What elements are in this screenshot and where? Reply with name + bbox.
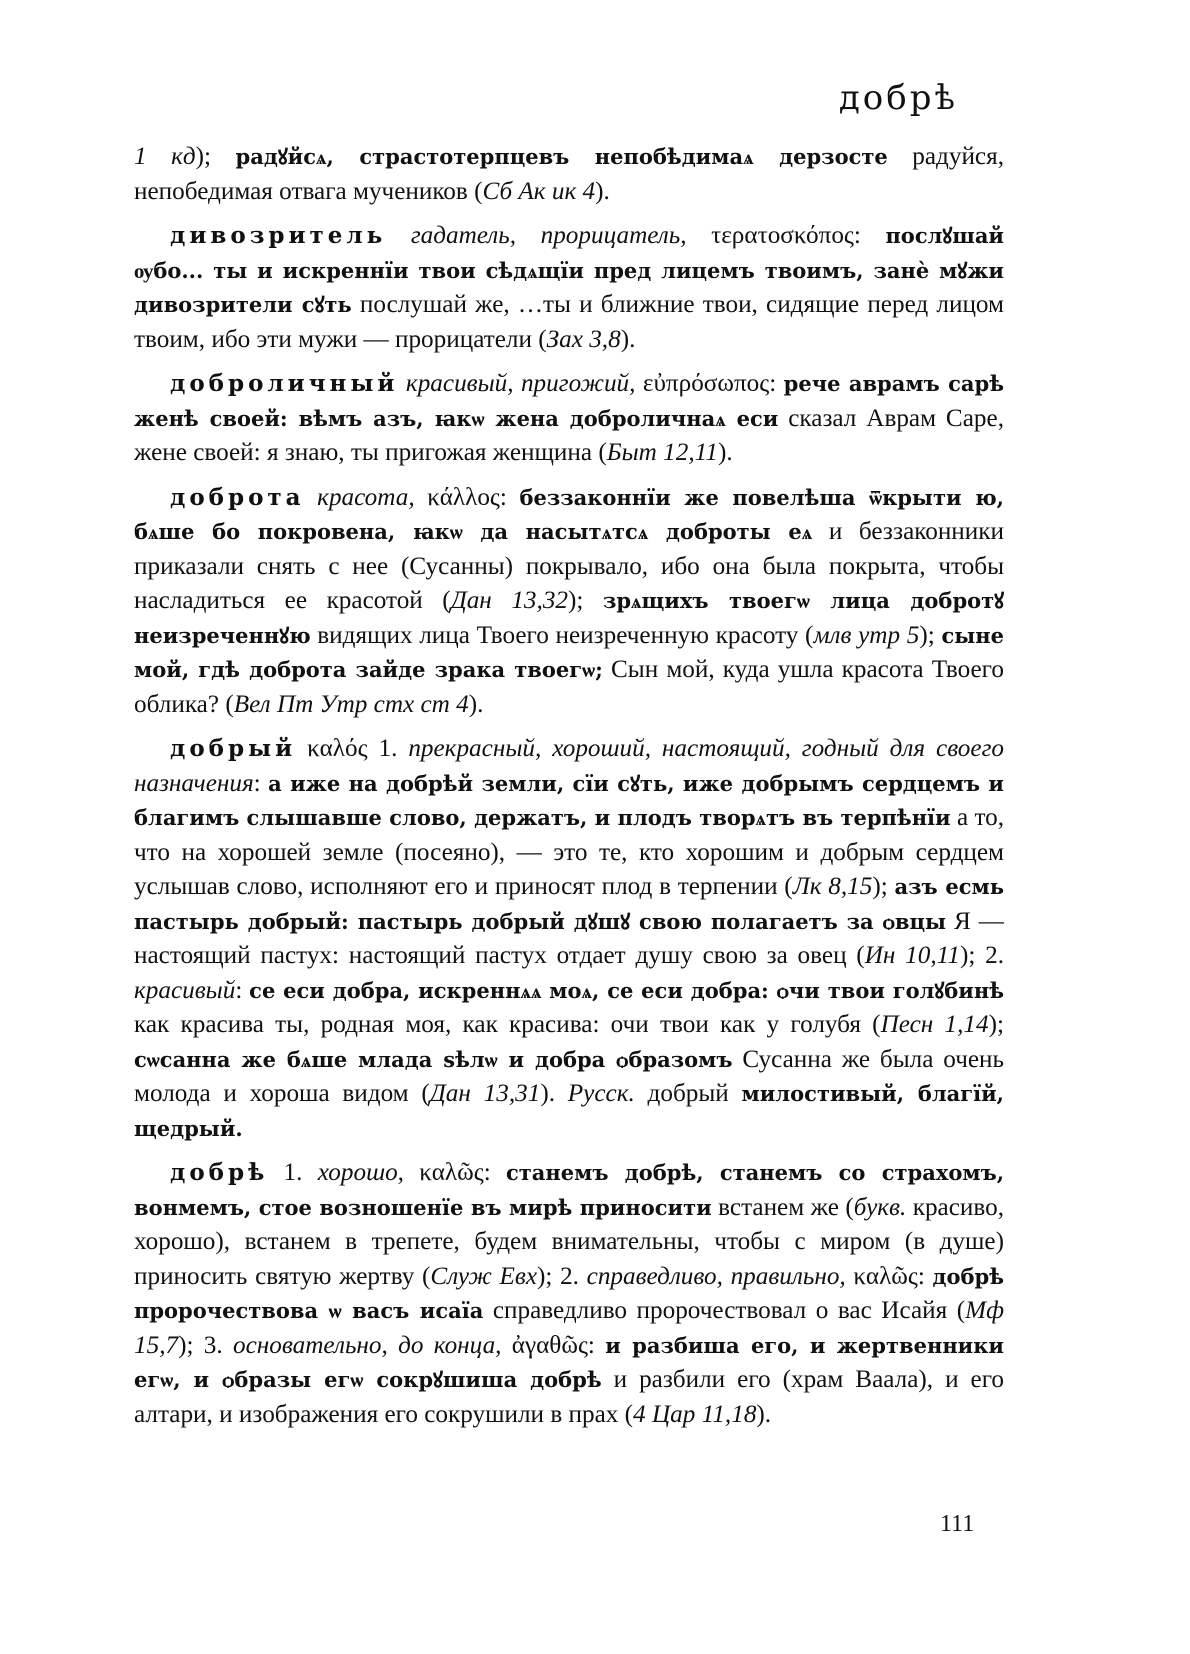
text: справедливо пророчествовал о вас Исайя ( — [483, 1297, 966, 1324]
italic-text: Дан 13,31 — [429, 1080, 541, 1107]
text: радуйся, непобедимая отвага мучеников ( — [134, 143, 1004, 205]
church-slavonic-text: азъ есмь пастырь добрый: пастырь добрый дꙋшꙋ свою полагаетъ за ѻвцы — [134, 874, 1004, 934]
dictionary-entry — [134, 1156, 1004, 1432]
text: ); — [872, 873, 895, 900]
text: ); — [988, 1011, 1004, 1038]
text: ); 2. — [959, 942, 1004, 969]
text: видящих лица Твоего неизреченную красоту ( — [310, 621, 814, 649]
italic-text: основательно, до конца, — [233, 1331, 502, 1359]
italic-text: гадатель, прорицатель, — [410, 222, 687, 249]
text: : — [253, 769, 269, 797]
text — [399, 370, 406, 397]
text: красиво, хорошо), встанем в трепете, будем внимательны, чтобы с миром (в душе) приносить святую жертву ( — [134, 1193, 1005, 1290]
italic-text: хорошо, — [317, 1159, 404, 1186]
text: ). — [468, 690, 484, 718]
church-slavonic-text: рече аврамъ сарѣ женѣ своей: вѣмъ азъ, ꙗкѡ жена доброличнаѧ еси — [134, 371, 1004, 431]
italic-text: букв. — [853, 1193, 907, 1221]
church-slavonic-text: станемъ добрѣ, станемъ со страхомъ, вонмемъ, стое возношенїе въ мирѣ приносити — [134, 1160, 1005, 1220]
italic-text: Мф 15,7 — [134, 1297, 1005, 1359]
italic-text: млв утр 5 — [813, 621, 920, 649]
headword: доброта — [170, 483, 305, 511]
dictionary-entry — [134, 219, 1004, 357]
italic-text: красивый — [134, 976, 236, 1004]
text: 1. — [268, 1159, 318, 1186]
headword: добрый — [170, 735, 297, 762]
headword: доброличный — [170, 370, 399, 397]
church-slavonic-text: сыне мой, гдѣ доброта зайде зрака твоегѡ; — [134, 622, 1005, 682]
text: καλός 1. — [296, 735, 409, 762]
text: сказал Аврам Саре, жене своей: я знаю, ты пригожая женщина ( — [134, 404, 1004, 466]
text: καλῶς: — [845, 1262, 933, 1290]
text: Сын мой, куда ушла красота Твоего облика? ( — [134, 656, 1004, 718]
italic-text: Зах 3,8 — [546, 325, 621, 353]
text: добрый — [634, 1080, 742, 1107]
text: : — [235, 976, 250, 1004]
church-slavonic-text: зрѧщихъ твоегѡ лица добротꙋ неизреченнꙋю — [134, 588, 1004, 648]
text: Сусанна же была очень молода и хороша видом ( — [134, 1045, 1005, 1107]
text: ); — [195, 143, 236, 170]
italic-text: прекрасный, хороший, настоящий, годный для своего назначения — [134, 735, 1004, 797]
italic-text: Песн 1,14 — [880, 1011, 989, 1038]
italic-text: Лк 8,15 — [792, 873, 873, 900]
dictionary-entry — [134, 481, 1004, 723]
text: как красива ты, родная моя, как красива: очи твои как у голубя ( — [134, 1011, 881, 1038]
dictionary-entry — [134, 367, 1004, 471]
text: ); 3. — [178, 1331, 233, 1359]
italic-text: Быт 12,11 — [606, 439, 718, 466]
text: встанем же ( — [711, 1193, 854, 1221]
text: κάλλος: — [414, 483, 520, 511]
text: а то, что на хорошей земле (посеяно), — это те, кто хорошим и добрым сердцем услышав слово, исполняют его и приносят плод в терпении ( — [134, 804, 1005, 900]
dictionary-text — [134, 140, 1004, 1442]
church-slavonic-text: се еси добра, искреннѧѧ моѧ, се еси добра: ѻчи твои голꙋбинѣ — [249, 977, 1004, 1003]
text: ). — [595, 177, 610, 205]
text: Я — настоящий пастух: настоящий пастух отдает душу свою за овец ( — [134, 907, 1004, 969]
italic-text: Ин 10,11 — [864, 942, 960, 969]
text: послушай же, …ты и ближние твои, сидящие перед лицом твоим, ибо эти мужи — прорицатели ( — [134, 291, 1004, 353]
church-slavonic-text: милостивый, благїй, щедрый. — [134, 1081, 1004, 1141]
italic-text: справедливо, правильно, — [586, 1262, 846, 1290]
running-head: добрѣ — [838, 78, 958, 118]
church-slavonic-text: сѡсанна же бѧше млада ѕѣлѡ и добра ѻбразомъ — [134, 1046, 733, 1072]
headword: добрѣ — [170, 1159, 269, 1186]
text: εὐπρόσωπος: — [635, 370, 784, 397]
text: ); — [919, 621, 942, 649]
church-slavonic-text: беззаконнїи же повелѣша ѿкрыти ю, бѧше бо покровена, ꙗкѡ да насытѧтсѧ доброты еѧ — [134, 484, 1004, 544]
text: ἀγαθῶς: — [501, 1331, 606, 1359]
text: καλῶς: — [403, 1159, 506, 1186]
italic-text: Русск. — [567, 1080, 635, 1107]
text: τερατοσκόπος: — [686, 222, 886, 249]
church-slavonic-text: и разбиша его, и жертвенники егѡ, и ѻбразы егѡ сокрꙋшиша добрѣ — [134, 1332, 1005, 1392]
italic-text: Сб Ак ик 4 — [482, 177, 596, 205]
dictionary-entry — [134, 140, 1004, 209]
text: ); 2. — [537, 1262, 587, 1290]
italic-text: красивый, пригожий, — [405, 370, 636, 397]
dictionary-entry — [134, 732, 1004, 1146]
text: и разбили его (храм Ваала), и его алтари, и изображения его сокрушили в прах ( — [134, 1366, 1005, 1428]
church-slavonic-text: а иже на добрѣй земли, сїи сꙋть, иже добрымъ сердцемъ и благимъ слышавше слово, держатъ, и плодъ творѧтъ въ терпѣнїи — [134, 770, 1004, 830]
text: ). — [717, 439, 733, 466]
text: ); — [568, 587, 603, 614]
church-slavonic-text: радꙋйсѧ, страстотерпцевъ непобѣдимаѧ дерзосте — [235, 144, 888, 169]
italic-text: красота, — [317, 483, 415, 511]
church-slavonic-text: послꙋшай ѹбо... ты и искреннїи твои сѣдѧщїи пред лицемъ твоимъ, занѐ мꙋжи дивозрители сꙋть — [134, 223, 1005, 317]
text: ). — [756, 1400, 772, 1428]
italic-text: Вел Пт Утр стх ст 4 — [233, 690, 469, 718]
italic-text: Дан 13,32 — [450, 587, 569, 614]
text: и беззаконники приказали снять с нее (Сусанны) покрывало, ибо она была покрыта, чтобы насладиться ее красотой ( — [134, 518, 1004, 614]
italic-text: Служ Евх — [430, 1262, 537, 1290]
text — [305, 484, 318, 511]
italic-text: 4 Цар 11,18 — [633, 1400, 757, 1428]
page-number: 111 — [940, 1511, 975, 1537]
text: ). — [540, 1080, 568, 1107]
text — [386, 222, 411, 249]
headword: дивозритель — [170, 222, 387, 249]
text: ). — [620, 325, 636, 353]
church-slavonic-text: добрѣ пророчествова ѡ васъ исаїа — [134, 1263, 1004, 1323]
italic-text: 1 кд — [134, 143, 196, 170]
